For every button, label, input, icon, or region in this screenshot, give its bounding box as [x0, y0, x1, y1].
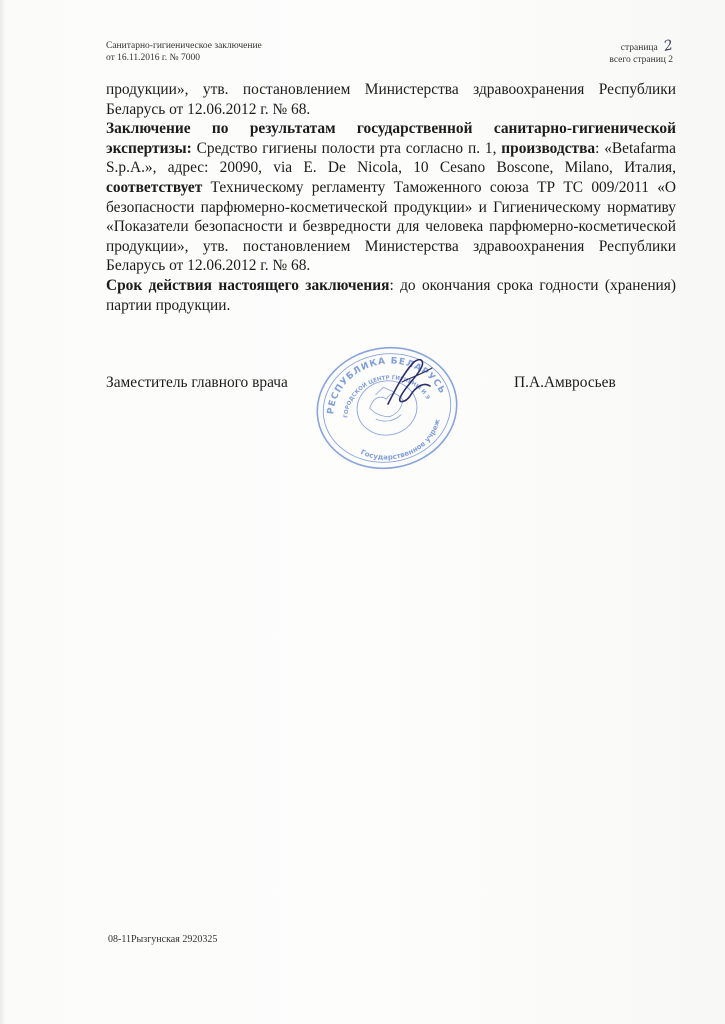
stamp-bottom-text: Государственное учреждение [359, 418, 442, 462]
conclusion-text-3: Техническому регламенту Таможенного союза ТР ТС 009/2011 «О безопасности парфюмерно-косметической продукции» и Гигиеническому нормативу «Показатели безопасности и безвредности для человека парфюмерно-косметической продукции», утв. постановлением Министерства здравоохранения Республики Беларусь от 12.06.2012 г. № 68. [106, 178, 676, 275]
total-pages: всего страниц 2 [609, 55, 673, 65]
header-right [609, 37, 675, 66]
signatory-title: Заместитель главного врача [106, 374, 288, 391]
document-body [106, 80, 676, 315]
stamp-outer-text: РЕСПУБЛИКА БЕЛАРУСЬ [326, 356, 448, 415]
header-left [106, 40, 262, 64]
conclusion-text-1: Средство гигиены полости рта согласно п. 1, [191, 139, 502, 157]
footer-executor: 08-11Рызгунская 2920325 [108, 934, 218, 945]
validity-heading: Срок действия настоящего заключения [106, 276, 390, 294]
stamp-inner-text: ГОРОДСКОЙ ЦЕНТР ГИГИЕНЫ И ЭПИДЕМИОЛОГИИ [343, 375, 431, 419]
conforms-label: соответствует [106, 178, 203, 196]
production-label: производства [501, 139, 596, 157]
header-doc-date: от 16.11.2016 г. № 7000 [106, 53, 200, 63]
signatory-name: П.А.Амвросьев [514, 374, 616, 391]
conclusion-text-2: : «Betafarma S.p.A.», адрес: 20090, via E. De Nicola, 10 Cesano Boscone, Milano, Италия, [106, 139, 676, 177]
handwritten-signature [380, 352, 440, 412]
validity-text: : до окончания срока годности (хранения) партии продукции. [106, 276, 676, 314]
page-number-handwritten: 2 [662, 37, 675, 55]
paragraph-validity [106, 276, 676, 315]
page-label: страница [620, 43, 658, 53]
paragraph-continuation: продукции», утв. постановлением Министерства здравоохранения Республики Беларусь от 12.06.2012 г. № 68. [106, 81, 676, 118]
conclusion-heading: Заключение по результатам государственной санитарно-гигиенической экспертизы: [106, 120, 676, 157]
header-doc-type: Санитарно-гигиеническое заключение [106, 41, 262, 51]
paragraph-conclusion [106, 119, 676, 276]
